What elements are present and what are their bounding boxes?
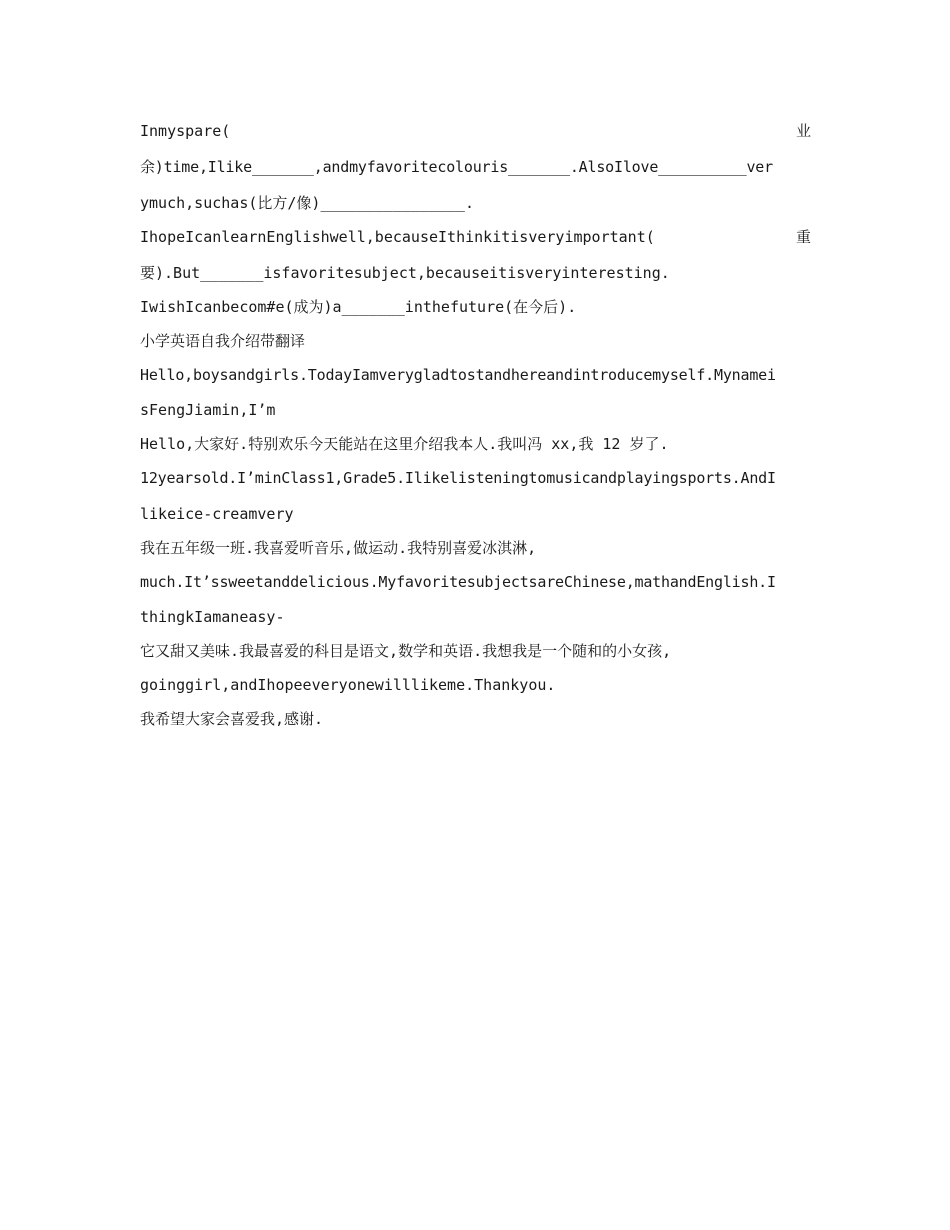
section-heading: 小学英语自我介绍带翻译 (140, 332, 306, 350)
text-line: 我在五年级一班.我喜爱听音乐,做运动.我特别喜爱冰淇淋, (140, 539, 537, 557)
text-line: 要).But_______isfavoritesubject,becauseitisveryinteresting. (140, 264, 670, 282)
text-line (140, 225, 811, 249)
text-line: 12yearsold.I’minClass1,Grade5.Ilikelisteningtomusicandplayingsports.AndI (140, 469, 776, 487)
text-line: 余)time,Ilike_______,andmyfavoritecolouris_______.AlsoIlove__________ver (140, 158, 773, 176)
text-line: Hello,大家好.特别欢乐今天能站在这里介绍我本人.我叫冯 xx,我 12 岁了. (140, 435, 669, 453)
text-line-right: 业 (795, 122, 811, 140)
text-line: 我希望大家会喜爱我,感谢. (140, 710, 324, 728)
text-line: 它又甜又美味.我最喜爱的科目是语文,数学和英语.我想我是一个随和的小女孩, (140, 642, 672, 660)
text-line: likeice-creamvery (140, 505, 294, 523)
text-line-left: IhopeIcanlearnEnglishwell,becauseIthinkitisveryimportant( (140, 228, 655, 246)
text-line: IwishIcanbecom#e(成为)a_______inthefuture(在今后). (140, 298, 577, 316)
text-line-right: 重 (795, 228, 811, 246)
text-line: thingkIamaneasy- (140, 608, 285, 626)
text-line: goinggirl,andIhopeeveryonewilllikeme.Thankyou. (140, 676, 556, 694)
text-line: much.It’ssweetanddelicious.MyfavoritesubjectsareChinese,mathandEnglish.I (140, 573, 776, 591)
text-line-left: Inmyspare( (140, 122, 231, 140)
text-line: sFengJiamin,I’m (140, 401, 276, 419)
text-line (140, 119, 811, 143)
text-line: ymuch,suchas(比方/像)________________. (140, 194, 474, 212)
text-line: Hello,boysandgirls.TodayIamverygladtostandhereandintroducemyself.Mynamei (140, 366, 776, 384)
